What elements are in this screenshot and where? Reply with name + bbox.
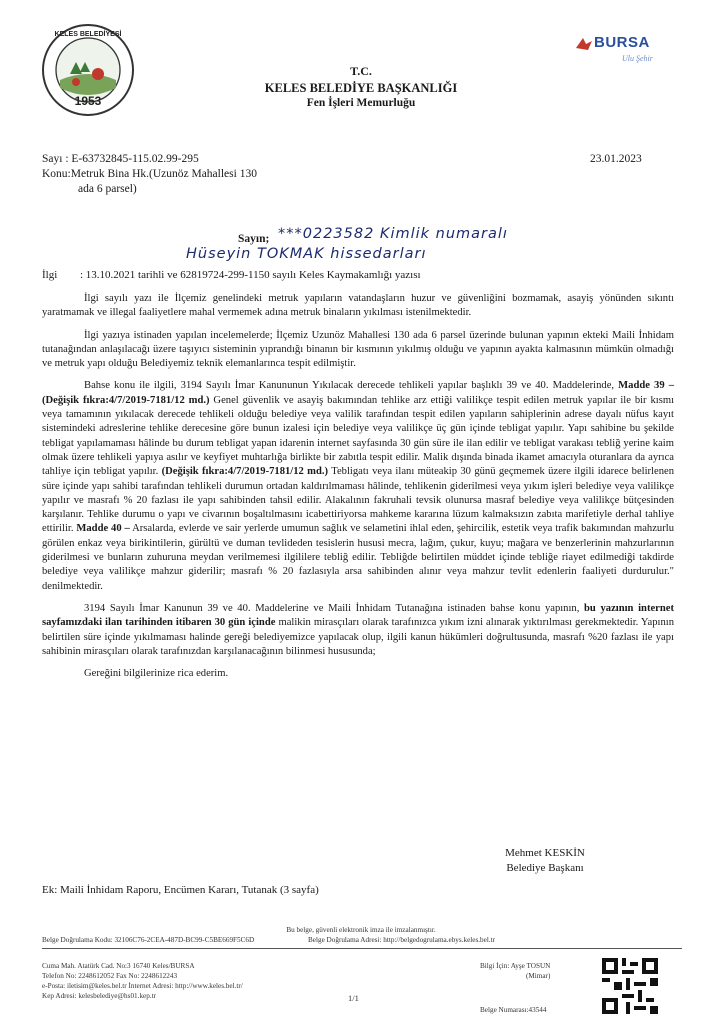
attachments: Ek: Maili İnhidam Raporu, Encümen Kararı, Tutanak (3 sayfa) xyxy=(42,884,319,896)
reference-text: : 13.10.2021 tarihli ve 62819724-299-1150 sayılı Keles Kaymakamlığı yazısı xyxy=(80,269,421,281)
subject-line-2: ada 6 parsel) xyxy=(78,183,137,195)
letter-body xyxy=(42,292,674,689)
bursa-logo-icon xyxy=(574,36,594,52)
paragraph-3: Bahse konu ile ilgili, 3194 Sayılı İmar Kanununun Yıkılacak derecede tehlikeli yapılar başlıklı 39 ve 40. Maddelerinde, Madde 39 – (Değişik fıkra:4/7/2019-7181/12 md.) Genel güvenlik ve asayiş bakımından tehlike arz ettiği valilikçe tespit edilen metruk yapılar ile bir kısmı veya tamamının yıkılacak derecede tehlikeli olduğu belediye veya valilik tarafından tespit edilen yapıların sahiplerinin adrese dayalı nüfus kayıt sistemindeki adreslerine tehlike derecesine göre bunun izalesi için belediye veya valilikçe üç gün içinde tebligat yapılır. Yapı sahibine bu şekilde tebligat yapılamaması hâlinde bu durum tebligat yapan idarenin internet sayfasında 30 gün süre ile ilan edilir ve tebligat varakası tebliğ yerine kaim olmak üzere tehlikeli yapıya asılır ve keyfiyet muhtarlığa birlikte bir zabıtla tespit edilir. Malik dışında binada ikamet amacıyla oturanlara da ayrıca tahliye için tebligat yapılır. (Değişik fıkra:4/7/2019-7181/12 md.) Tebligatı veya ilanı müteakip 30 günü geçmemek üzere ilgili idarece belirlenen süre içinde yapı sahibi tarafından tehlikeli durumun ortadan kaldırılmaması hâlinde, tehlikenin giderilmesi veya yıkım işleri belediye veya valilikçe yapılır ve masrafı % 20 fazlası ile yapı sahibinden tahsil edilir. Alakalının fakruhali tevsik olunursa masraf belediye veya valilikçe bütçesinden karşılanır. Tehlike durumu o yapı ve civarının boşaltılmasını icabettiriyorsa mahkeme kararına lüzum kalmaksızın zabıta marifetiyle derhal tahliye ettirilir. Madde 40 – Arsalarda, evlerde ve sair yerlerde umumun sağlık ve selametini ihlal eden, şehircilik, estetik veya trafik bakımından mahzurlu görülen enkaz veya birikintilerin, gürültü ve duman tevlideden tesislerin hususi mecra, lağım, çukur, kuyu; mağara ve benzerlerinin mahzurlarının giderilmesi ve bunların zuhuruna meydan verilmemesi ilgililere tebliğ edilir. Tebliğde belirtilen müddet içinde tebliğe riayet edilmediği takdirde belediye veya valilikçe mahzur giderilir; masrafı % 20 fazlasıyla arsa sahibinden alınır veya mahzur tevlit edenlerin faaliyeti durdurulur." denilmektedir. xyxy=(42,380,675,592)
paragraph-4: 3194 Sayılı İmar Kanunun 39 ve 40. Maddelerine ve Maili İnhidam Tutanağına istinaden bahse konu yapının, bu yazının internet sayfamızdaki ilan tarihinden itibaren 30 gün içinde malikin mirasçıları olarak tarafınızca yıkım izni alınarak yıktırılması gerekmektedir. Yapının belirtilen süre içinde yıkılmaması halinde gereği belediyemizce yapılacak olup, ilgili kanun hükümleri doğrultusunda, masrafı %20 fazlası ile yapı sahibinin mirasçıları olarak tarafınızdan karşılanacağının bilinmesi hususunda; xyxy=(42,602,675,657)
footer-divider xyxy=(42,948,682,949)
bursa-wordmark: BURSA xyxy=(594,34,650,51)
paragraph-1: İlgi sayılı yazı ile İlçemiz genelindeki metruk yapıların vatandaşların huzur ve güvenliğini bozmamak, asayiş yönünden sıkıntı yaratmamak ve illegal faaliyetlere mahal vermemek adına metruk binaların yıkılması istenilmektedir. xyxy=(42,293,674,319)
verification-link[interactable]: Belge Doğrulama Adresi: http://belgedogrulama.ebys.keles.bel.tr xyxy=(308,936,496,944)
esign-notice: Bu belge, güvenli elektronik imza ile imzalanmıştır. xyxy=(286,926,436,934)
seal-ring-text: KELES BELEDİYESİ xyxy=(54,31,122,38)
handwritten-name: Hüseyin TOKMAK hissedarları xyxy=(186,246,427,262)
signatory-name: Mehmet KESKİN xyxy=(505,847,585,859)
handwritten-id: ***0223582 Kimlik numaralı xyxy=(278,226,508,242)
email-web[interactable]: e-Posta: iletisim@keles.bel.tr İnternet Adresi: http://www.keles.bel.tr/ xyxy=(42,982,243,990)
page-number: 1/1 xyxy=(348,993,359,1003)
reference-label: İlgi xyxy=(42,269,58,281)
addressee-label: Sayın; xyxy=(238,233,270,245)
contact-role: (Mimar) xyxy=(526,972,551,980)
subject-line-1: Konu:Metruk Bina Hk.(Uzunöz Mahallesi 130 xyxy=(42,168,257,180)
verification-code: Belge Doğrulama Kodu: 32106C76-2CEA-487D-BC99-C5BE669F5C6D xyxy=(42,936,255,944)
header-tc: T.C. xyxy=(350,64,372,78)
paragraph-2: İlgi yazıya istinaden yapılan incelemelerde; İlçemiz Uzunöz Mahallesi 130 ada 6 parsel üzerinde bulunan yapının ekteki Maili İnhidam tutanağından anlaşılacağı üzere taşıyıcı sisteminin yıprandığı binanın bir kısmının yıkılmış olduğu ve yapının ayakta kalmasının mümkün olmadığı ve metruk yapı olduğu Belediyemiz teknik elemanlarınca tespit edilmiştir. xyxy=(42,329,674,370)
signatory-title: Belediye Başkanı xyxy=(506,862,584,874)
bursa-slogan: Ulu Şehir xyxy=(622,54,653,63)
contact-person: Bilgi İçin: Ayşe TOSUN xyxy=(480,962,551,970)
document-serial: Belge Numarası:43544 xyxy=(480,1006,547,1014)
seal-year: 1953 xyxy=(74,94,102,108)
kep-address: Kep Adresi: kelesbelediye@hs01.kep.tr xyxy=(42,992,157,1000)
qr-code-icon[interactable] xyxy=(602,958,658,1014)
header-department: Fen İşleri Memurluğu xyxy=(306,97,416,109)
document-date: 23.01.2023 xyxy=(590,153,642,165)
header-institution: KELES BELEDİYE BAŞKANLIĞI xyxy=(264,81,458,95)
address: Cuma Mah. Atatürk Cad. No:3 16740 Keles/BURSA xyxy=(42,962,195,970)
signatory-block xyxy=(480,846,610,876)
phone-fax: Telefon No: 2248612052 Fax No: 2248612243 xyxy=(42,972,178,980)
paragraph-5: Gereğini bilgilerinize rica ederim. xyxy=(84,668,229,680)
document-number: Sayı : E-63732845-115.02.99-295 xyxy=(42,153,199,165)
